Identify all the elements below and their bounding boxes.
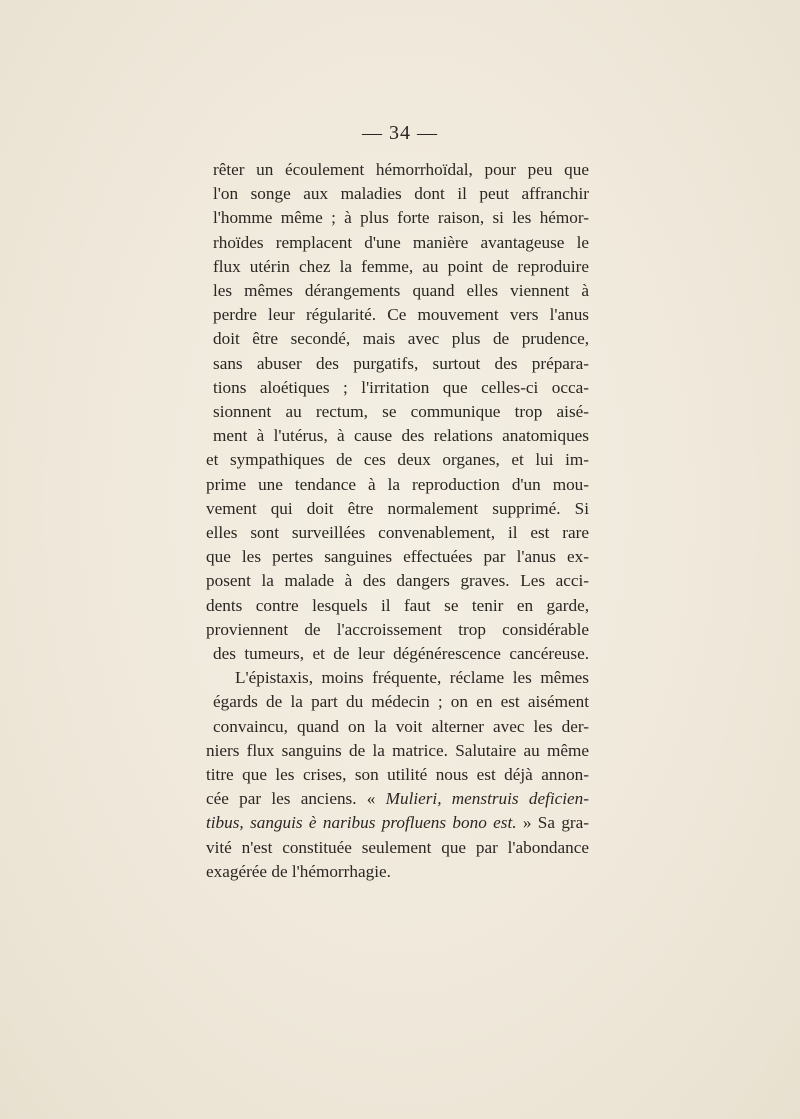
- text-line: rhoïdes remplacent d'une manière avantageuse le: [213, 232, 589, 252]
- text-line: doit être secondé, mais avec plus de prudence,: [213, 329, 589, 349]
- text-line: posent la malade à des dangers graves. Les acci-: [206, 571, 589, 591]
- text-line: et sympathiques de ces deux organes, et lui im-: [206, 450, 589, 470]
- text-line: titre que les crises, son utilité nous est déjà annon-: [206, 765, 589, 785]
- text-line: [206, 787, 589, 811]
- text-line: flux utérin chez la femme, au point de reproduire: [213, 256, 589, 276]
- latin-quote: Mulieri, menstruis deficien-: [385, 789, 589, 809]
- text-line: sionnent au rectum, se communique trop aisé-: [213, 402, 589, 422]
- text-line: égards de la part du médecin ; on en est aisément: [213, 692, 589, 712]
- text-run: » Sa gra-: [522, 813, 590, 833]
- text-line: ment à l'utérus, à cause des relations anatomiques: [213, 426, 589, 446]
- text-line: prime une tendance à la reproduction d'un mou-: [206, 474, 589, 494]
- text-line: des tumeurs, et de leur dégénérescence cancéreuse.: [213, 644, 589, 664]
- text-line: sans abuser des purgatifs, surtout des prépara-: [213, 353, 589, 373]
- text-line: tions aloétiques ; l'irritation que celles-ci occa-: [213, 377, 589, 397]
- text-line: exagérée de l'hémorrhagie.: [206, 861, 391, 881]
- body-text: [206, 158, 590, 884]
- text-line: l'homme même ; à plus forte raison, si les hémor-: [213, 208, 589, 228]
- text-line: convaincu, quand on la voit alterner avec les der-: [213, 716, 589, 736]
- text-line: L'épistaxis, moins fréquente, réclame les mêmes: [235, 668, 589, 688]
- text-line: niers flux sanguins de la matrice. Salutaire au même: [206, 740, 589, 760]
- text-line: dents contre lesquels il faut se tenir en garde,: [206, 595, 589, 615]
- text-line: que les pertes sanguines effectuées par l'anus ex-: [206, 547, 589, 567]
- text-line: vement qui doit être normalement supprimé. Si: [206, 498, 589, 518]
- text-line: rêter un écoulement hémorrhoïdal, pour peu que: [213, 160, 589, 179]
- text-line: vité n'est constituée seulement que par l'abondance: [206, 837, 589, 857]
- text-line: les mêmes dérangements quand elles viennent à: [213, 281, 589, 301]
- text-run: cée par les anciens. «: [206, 789, 376, 809]
- text-line: perdre leur régularité. Ce mouvement vers l'anus: [213, 305, 589, 325]
- text-line: l'on songe aux maladies dont il peut affranchir: [213, 184, 589, 204]
- page-number: — 34 —: [362, 122, 438, 144]
- latin-quote: tibus, sanguis è naribus profluens bono est.: [206, 813, 517, 833]
- text-line: proviennent de l'accroissement trop considérable: [206, 619, 589, 639]
- text-line: elles sont surveillées convenablement, il est rare: [206, 523, 589, 543]
- text-line: [206, 811, 589, 835]
